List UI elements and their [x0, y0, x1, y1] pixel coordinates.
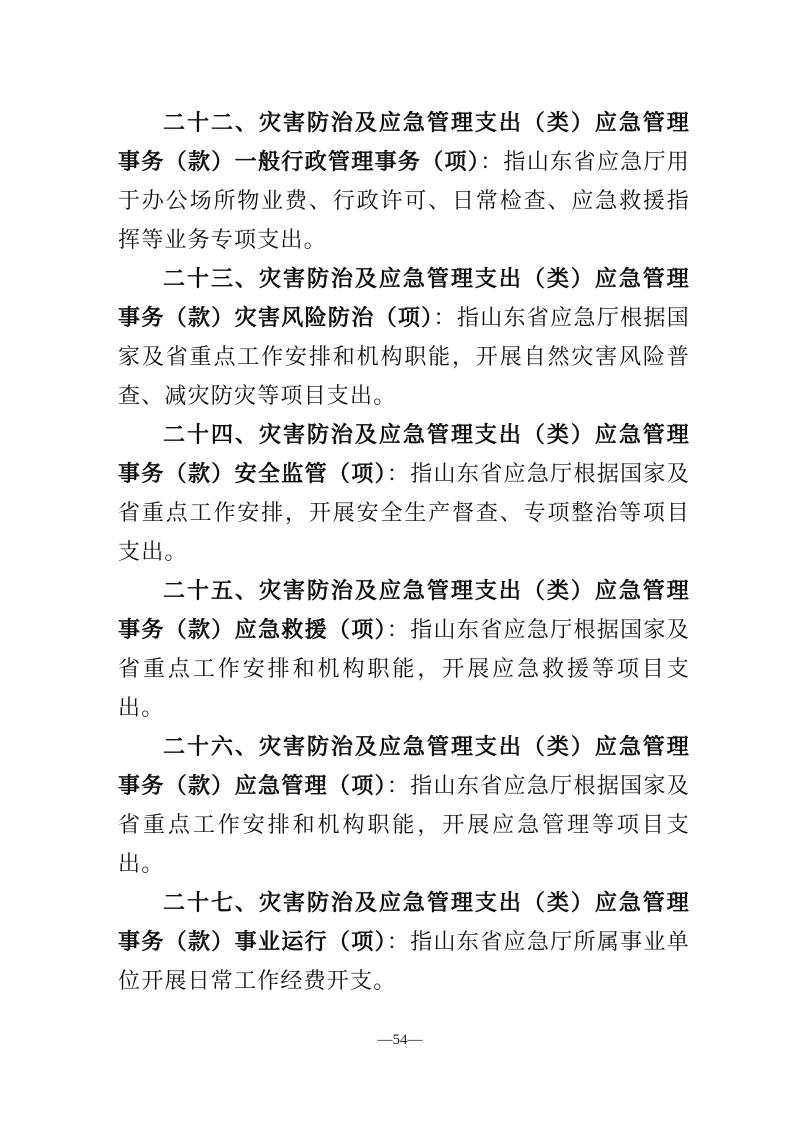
page-number: —54— — [377, 1032, 423, 1048]
paragraph-heading: 二十五、灾害防治及应急管理支出（类）应急管理事务（款）应急救援（项） — [118, 578, 690, 643]
paragraph-body: ：指山东省应急厅所属事业单位开展日常工作经费开支。 — [118, 930, 690, 994]
paragraph-body: ：指山东省应急厅根据国家及省重点工作安排，开展安全生产督查、专项整治等项目支出。 — [118, 462, 690, 565]
paragraph-body: ：指山东省应急厅用于办公场所物业费、行政许可、日常检查、应急救援指挥等业务专项支出。 — [118, 150, 690, 253]
paragraph-23 — [118, 260, 690, 416]
paragraph-27 — [118, 884, 690, 1001]
paragraph-heading: 二十七、灾害防治及应急管理支出（类）应急管理事务（款）事业运行（项） — [118, 890, 690, 955]
paragraph-heading: 二十四、灾害防治及应急管理支出（类）应急管理事务（款）安全监管（项） — [118, 422, 690, 487]
paragraph-26 — [118, 728, 690, 884]
paragraph-heading: 二十三、灾害防治及应急管理支出（类）应急管理事务（款）灾害风险防治（项） — [118, 266, 690, 331]
paragraph-body: ：指山东省应急厅根据国家及省重点工作安排和机构职能，开展自然灾害风险普查、减灾防灾等项目支出。 — [118, 306, 690, 409]
paragraph-22 — [118, 104, 690, 260]
paragraph-heading: 二十六、灾害防治及应急管理支出（类）应急管理事务（款）应急管理（项） — [118, 734, 690, 799]
body-text — [118, 104, 690, 1001]
paragraph-24 — [118, 416, 690, 572]
paragraph-25 — [118, 572, 690, 728]
paragraph-heading: 二十二、灾害防治及应急管理支出（类）应急管理事务（款）一般行政管理事务（项） — [118, 110, 690, 175]
paragraph-body: ：指山东省应急厅根据国家及省重点工作安排和机构职能，开展应急救援等项目支出。 — [118, 618, 690, 721]
paragraph-body: ：指山东省应急厅根据国家及省重点工作安排和机构职能，开展应急管理等项目支出。 — [118, 774, 690, 877]
